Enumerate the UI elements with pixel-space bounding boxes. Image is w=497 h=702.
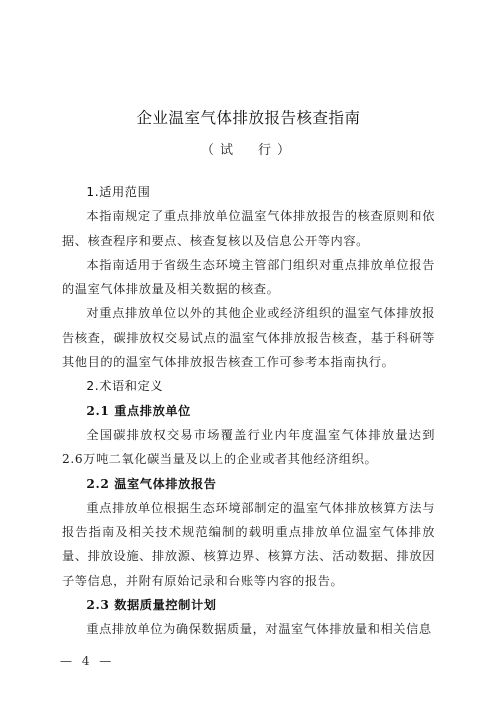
- section-heading-scope: 1.适用范围: [86, 185, 151, 199]
- paragraph: 全国碳排放权交易市场覆盖行业内年度温室气体排放量达到2.6万吨二氧化碳当量及以上的企业或者其他经济组织。: [62, 427, 435, 467]
- subsection-heading-key-emitter: 2.1 重点排放单位: [86, 403, 191, 418]
- subsection-heading-quality-plan: 2.3 数据质量控制计划: [86, 598, 217, 613]
- paragraph: 重点排放单位为确保数据质量，对温室气体排放量和相关信息: [86, 622, 432, 637]
- subsection-heading-emission-report: 2.2 温室气体排放报告: [86, 476, 217, 491]
- paragraph: 对重点排放单位以外的其他企业或经济组织的温室气体排放报告核查，碳排放权交易试点的温室气体排放报告核查，基于科研等其他目的的温室气体排放报告核查工作可参考本指南执行。: [62, 306, 435, 370]
- paragraph: 本指南规定了重点排放单位温室气体排放报告的核查原则和依据、核查程序和要点、核查复核以及信息公开等内容。: [62, 209, 435, 248]
- page-number: — 4 —: [60, 654, 115, 668]
- paragraph: 重点排放单位根据生态环境部制定的温室气体排放核算方法与报告指南及相关技术规范编制的载明重点排放单位温室气体排放量、排放设施、排放源、核算边界、核算方法、活动数据、排放因子等信息，并附有原始记录和台账等内容的报告。: [62, 500, 435, 588]
- document-title: 企业温室气体排放报告核查指南: [136, 109, 361, 127]
- document-body: [62, 180, 435, 642]
- section-heading-terms: 2.术语和定义: [86, 379, 164, 394]
- document-subtitle: （试 行）: [200, 143, 296, 158]
- paragraph: 本指南适用于省级生态环境主管部门组织对重点排放单位报告的温室气体排放量及相关数据的核查。: [62, 257, 435, 297]
